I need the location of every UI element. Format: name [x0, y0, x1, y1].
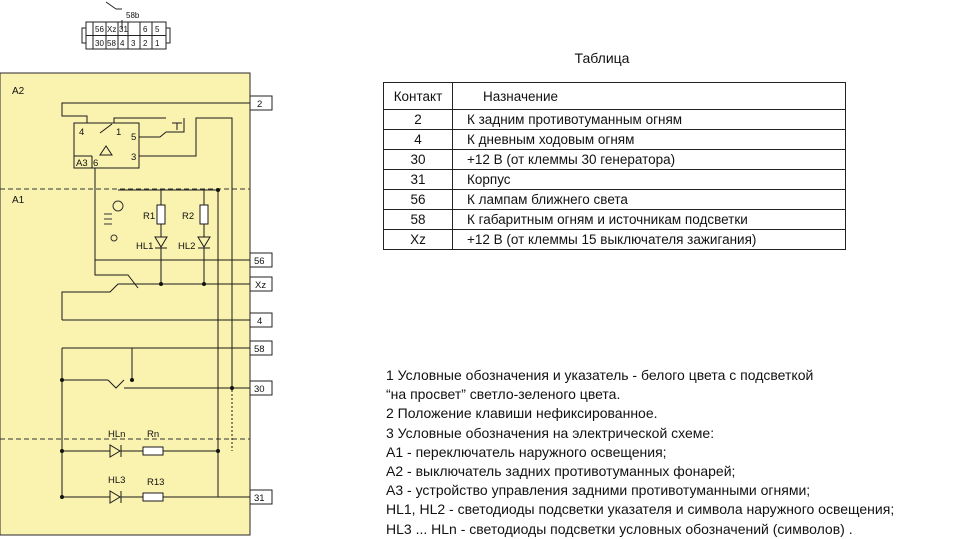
terminal-58: 58 [254, 344, 265, 355]
cell-contact: 4 [384, 130, 453, 150]
cell-contact: Xz [384, 230, 453, 250]
connector-pin: 5 [155, 25, 160, 34]
connector-pin: Xz [107, 25, 117, 34]
table-title: Таблица [574, 50, 630, 66]
terminal-56: 56 [254, 256, 265, 267]
terminal-31: 31 [254, 493, 265, 504]
a3-pin-5: 5 [131, 132, 137, 143]
note-line: “на просвет” светло-зеленого цвета. [386, 386, 621, 403]
note-line: 2 Положение клавиши нефиксированное. [386, 405, 658, 422]
a3-label: A3 [76, 158, 88, 169]
contacts-table [383, 82, 846, 250]
rn-label: Rn [147, 429, 160, 440]
note-line: А1 - переключатель наружного освещения; [386, 443, 667, 460]
block-a2-label: A2 [12, 86, 25, 97]
table-row [384, 190, 846, 210]
terminal-xz: Xz [255, 280, 267, 291]
connector-pin: 4 [120, 39, 125, 48]
r13-label: R13 [147, 477, 165, 488]
note-line: А3 - устройство управления задними противотуманными огнями; [386, 482, 811, 499]
table-row [384, 130, 846, 150]
a3-pin-6: 6 [93, 158, 99, 169]
connector-label-58b: 58b [126, 11, 140, 20]
header-contact: Контакт [384, 83, 453, 110]
note-line: HL3 ... HLn - светодиоды подсветки условных обозначений (символов) . [386, 520, 853, 537]
connector-pin: 31 [119, 25, 128, 34]
connector-pin: 58 [107, 39, 116, 48]
hl2-label: HL2 [178, 241, 196, 252]
connector-pin: 30 [95, 39, 104, 48]
note-line: 1 Условные обозначения и указатель - белого цвета с подсветкой [386, 367, 814, 383]
cell-contact: 30 [384, 150, 453, 170]
table-row [384, 110, 846, 130]
table-row [384, 150, 846, 170]
block-a1-label: A1 [12, 195, 25, 206]
connector-pin: 3 [131, 39, 136, 48]
terminal-4: 4 [257, 316, 263, 327]
terminal-2: 2 [257, 99, 263, 110]
hl3-label: HL3 [108, 475, 126, 486]
header-purpose: Назначение [453, 83, 846, 110]
cell-contact: 31 [384, 170, 453, 190]
cell-contact: 56 [384, 190, 453, 210]
note-line: HL1, HL2 - светодиоды подсветки указателя и символа наружного освещения; [386, 501, 895, 518]
cell-contact: 58 [384, 210, 453, 230]
note-line: А2 - выключатель задних противотуманных фонарей; [386, 462, 736, 479]
table-row [384, 170, 846, 190]
table-header-row [384, 83, 846, 110]
cell-purpose: +12 В (от клеммы 15 выключателя зажигания) [453, 230, 846, 250]
cell-contact: 2 [384, 110, 453, 130]
cell-purpose: К лампам ближнего света [453, 190, 846, 210]
cell-purpose: Корпус [453, 170, 846, 190]
notes-block [386, 366, 894, 539]
connector-pin: 1 [155, 39, 160, 48]
connector-pin: 6 [143, 25, 148, 34]
r2-label: R2 [182, 211, 195, 222]
table-row [384, 230, 846, 250]
a3-pin-1: 1 [116, 127, 122, 138]
cell-purpose: К габаритным огням и источникам подсветки [453, 210, 846, 230]
cell-purpose: К дневным ходовым огням [453, 130, 846, 150]
note-line: 3 Условные обозначения на электрической схеме: [386, 424, 715, 441]
connector-pin: 56 [95, 25, 104, 34]
table-row [384, 210, 846, 230]
a3-pin-3: 3 [131, 152, 137, 163]
cell-purpose: +12 В (от клеммы 30 генератора) [453, 150, 846, 170]
terminal-boxes [250, 96, 272, 504]
connector-pin: 2 [143, 39, 148, 48]
cell-purpose: К задним противотуманным огням [453, 110, 846, 130]
hl1-label: HL1 [136, 241, 154, 252]
a3-pin-4: 4 [79, 127, 85, 138]
r1-label: R1 [143, 211, 156, 222]
terminal-30: 30 [254, 384, 265, 395]
hln-label: HLn [108, 429, 126, 440]
